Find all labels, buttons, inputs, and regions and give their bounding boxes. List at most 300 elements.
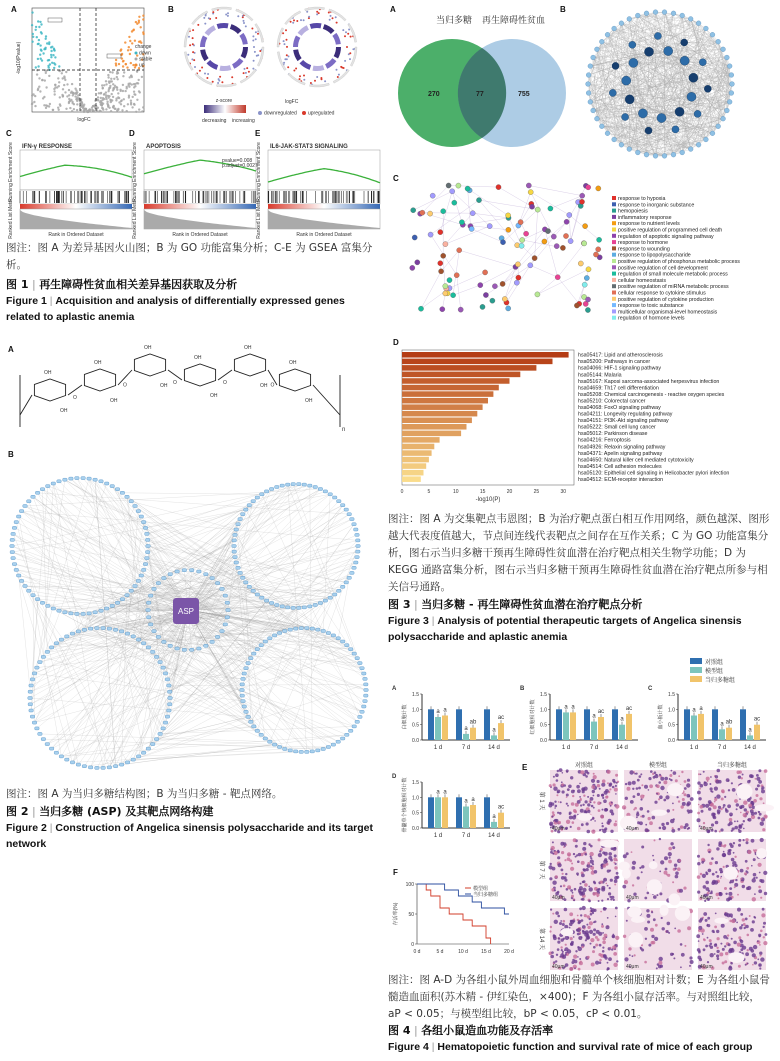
he-cell <box>592 912 594 914</box>
ppi-hub-node <box>689 73 698 82</box>
significance-mark: a <box>492 727 496 734</box>
he-cell <box>574 967 576 969</box>
he-row-label: 第 14 天 <box>538 927 544 951</box>
he-cell <box>675 779 678 782</box>
go-term-node <box>500 281 505 286</box>
he-scale-label: 40μm <box>626 895 639 901</box>
he-cell <box>641 846 644 849</box>
gsea-hits-frame <box>268 190 380 204</box>
he-cell <box>641 865 644 868</box>
volcano-point <box>31 41 33 43</box>
he-cell <box>602 797 604 799</box>
he-cell <box>610 809 614 813</box>
volcano-point <box>48 105 50 107</box>
network-edge <box>84 745 274 767</box>
fig3-ppi-network <box>580 6 740 166</box>
he-cell <box>587 796 589 798</box>
he-cell <box>590 857 592 859</box>
volcano-point <box>58 109 60 111</box>
target-node <box>280 605 284 608</box>
he-cell <box>608 856 612 860</box>
he-cell <box>598 932 602 936</box>
he-cell <box>573 838 577 842</box>
go-term-segment <box>230 24 242 34</box>
target-node <box>136 638 140 641</box>
ppi-node <box>680 13 685 18</box>
he-cell <box>593 881 596 884</box>
survival-y-tick-label: 50 <box>408 912 414 918</box>
target-node <box>242 705 246 708</box>
volcano-point <box>122 75 124 77</box>
target-node <box>326 746 330 749</box>
volcano-point <box>110 78 112 80</box>
target-node <box>147 616 151 619</box>
fig4-bar <box>570 712 576 740</box>
network-edge <box>146 486 310 528</box>
gsea-ylabel-2: Ranked List Metric <box>256 197 262 239</box>
volcano-point <box>75 98 77 100</box>
oxygen-label: O <box>173 380 177 386</box>
target-node <box>255 729 259 732</box>
go-gene-dot <box>345 31 347 33</box>
he-cell <box>760 957 764 961</box>
volcano-point <box>74 95 76 97</box>
he-cell <box>606 925 610 929</box>
go-outer-segment <box>217 83 237 87</box>
he-cell <box>570 937 573 940</box>
he-cell <box>715 861 718 864</box>
go-legend-swatch <box>612 291 616 295</box>
go-term-node <box>584 275 589 280</box>
sugar-ring <box>34 379 65 401</box>
he-cell <box>733 852 735 854</box>
volcano-point <box>134 66 136 68</box>
he-cell <box>759 952 762 955</box>
volcano-point <box>77 94 79 96</box>
target-node <box>246 662 250 665</box>
he-cell <box>606 883 608 885</box>
go-legend-label: response to lipopolysaccharide <box>618 252 691 259</box>
go-gene-dot <box>296 20 298 22</box>
he-cell <box>600 815 604 819</box>
kegg-pathway-label: hsa05120: Epithelial cell signaling in Helicobacter pylori infection <box>578 470 730 477</box>
volcano-point <box>31 102 33 104</box>
he-cell <box>726 937 728 939</box>
he-cell <box>743 801 747 805</box>
volcano-point <box>44 48 46 50</box>
he-cell <box>759 944 761 946</box>
go-legend-label: regulation of hormone levels <box>618 315 685 322</box>
target-node <box>288 749 292 752</box>
go-legend-label: positive regulation of cytokine production <box>618 296 714 303</box>
volcano-point <box>107 95 109 97</box>
fig4-panel-label: C <box>648 686 653 692</box>
he-cell <box>606 861 608 863</box>
he-cell <box>701 861 704 864</box>
he-cell <box>614 854 617 857</box>
go-gene-dot <box>212 11 214 13</box>
he-cell <box>759 879 762 882</box>
he-cell <box>745 918 748 921</box>
he-cell <box>645 938 647 940</box>
fig1-note: 图注：图 A 为差异基因火山图；B 为 GO 功能富集分析；C-E 为 GSEA 富集分析。 <box>6 242 373 271</box>
go-gene-dot <box>255 31 257 33</box>
volcano-point <box>38 39 40 41</box>
he-cell <box>553 776 555 778</box>
ppi-node <box>653 10 658 15</box>
kegg-pathway-label: hsa05417: Lipid and atherosclerosis <box>578 352 663 359</box>
volcano-point <box>138 108 140 110</box>
go-gene-dot <box>227 12 229 14</box>
volcano-point <box>53 67 55 69</box>
he-cell <box>728 892 732 896</box>
he-cell <box>760 930 763 933</box>
he-cell <box>566 794 569 797</box>
he-cell <box>653 895 657 899</box>
he-cell <box>608 852 612 856</box>
he-cell <box>716 847 719 850</box>
target-node <box>146 538 150 541</box>
he-cell <box>747 934 750 937</box>
he-cell <box>579 958 581 960</box>
he-cell <box>759 872 761 874</box>
target-node <box>328 596 332 599</box>
target-node <box>364 694 368 697</box>
fig1-title-cn: 图 1 | 再生障碍性贫血相关差异基因获取及分析 <box>6 278 238 291</box>
target-node <box>313 486 317 489</box>
he-cell <box>582 881 584 883</box>
go-term-node <box>567 212 572 217</box>
he-cell <box>712 873 715 876</box>
volcano-point <box>119 50 121 52</box>
target-node <box>355 556 359 559</box>
he-cell <box>564 859 566 861</box>
fig1-panel-e-label: E <box>255 129 261 138</box>
he-cell <box>590 913 593 916</box>
go-term-node <box>535 207 540 212</box>
volcano-point <box>68 89 70 91</box>
survival-x-tick-label: 15 d <box>481 949 491 955</box>
he-cell <box>593 928 596 931</box>
he-cell <box>607 821 610 824</box>
he-cell <box>570 826 572 828</box>
gsea-ylabel-2: Ranked List Metric <box>8 197 14 239</box>
target-node <box>133 505 137 508</box>
target-node <box>233 533 237 536</box>
fig1-volcano-plot <box>14 8 154 123</box>
target-node <box>232 550 236 553</box>
he-cell <box>752 964 754 966</box>
go-term-segment <box>200 35 207 47</box>
target-node <box>215 582 219 585</box>
fig4-legend-label: 当归多糖组 <box>705 678 736 684</box>
he-fat-space <box>627 906 641 917</box>
he-cell <box>732 788 736 792</box>
go-gene-dot <box>343 67 345 69</box>
he-cell <box>558 821 561 824</box>
he-cell <box>655 924 658 927</box>
survival-line <box>417 884 509 914</box>
he-cell <box>614 862 616 864</box>
significance-mark: a <box>692 707 696 714</box>
kegg-bar <box>402 398 488 404</box>
he-cell <box>734 826 738 830</box>
target-node <box>310 627 314 630</box>
y-tick-label: 1.5 <box>412 780 419 786</box>
he-cell <box>663 780 667 784</box>
he-cell <box>698 797 701 800</box>
go-term-node <box>586 185 591 190</box>
target-node <box>142 568 146 571</box>
go-legend-label: cellular homeostasis <box>618 277 666 284</box>
he-cell <box>569 813 571 815</box>
kegg-pathway-label: hsa04151: PI3K-Akt signaling pathway <box>578 418 669 425</box>
volcano-point <box>53 49 55 51</box>
target-node <box>54 642 58 645</box>
go-term-node <box>483 270 488 275</box>
target-node <box>30 678 34 681</box>
hydroxyl-label: OH <box>94 360 102 366</box>
he-cell <box>758 963 762 967</box>
go-term-node <box>529 204 534 209</box>
fig4-panel-e-label: E <box>522 763 528 772</box>
he-cell <box>670 842 673 845</box>
he-cell <box>648 789 650 791</box>
he-cell <box>675 875 679 879</box>
target-node <box>291 606 295 609</box>
gsea-ylabel-2: Ranked List Metric <box>132 197 138 239</box>
volcano-point <box>101 84 103 86</box>
he-cell <box>636 816 638 818</box>
kegg-pathway-label: hsa04514: Cell adhesion molecules <box>578 463 662 470</box>
volcano-point <box>50 50 52 52</box>
target-node <box>125 594 129 597</box>
he-cell <box>552 814 555 817</box>
ppi-node <box>730 82 735 87</box>
fig4-bar <box>563 712 569 740</box>
he-cell <box>554 801 556 803</box>
network-edge <box>177 649 338 742</box>
he-cell <box>729 966 732 969</box>
gsea-hits-frame <box>144 190 256 204</box>
volcano-point <box>92 105 94 107</box>
go-gene-dot <box>299 75 301 77</box>
he-cell <box>595 961 599 965</box>
target-node <box>146 551 150 554</box>
fig4-bar <box>456 797 462 828</box>
go-term-node <box>450 189 455 194</box>
go-term-node <box>506 227 511 232</box>
he-cell <box>660 786 664 790</box>
he-cell <box>709 862 712 865</box>
he-cell <box>582 898 585 901</box>
he-cell <box>713 805 717 809</box>
volcano-point <box>101 102 103 104</box>
he-cell <box>653 918 656 921</box>
he-cell <box>697 818 701 822</box>
he-cell <box>607 782 609 784</box>
go-term-segment <box>325 58 336 69</box>
he-cell <box>576 872 579 875</box>
he-cell <box>598 888 601 891</box>
volcano-point <box>37 65 39 67</box>
target-node <box>220 630 224 633</box>
he-cell <box>578 968 581 971</box>
target-node <box>136 755 140 758</box>
kegg-bar <box>402 359 553 365</box>
he-cell <box>680 966 682 968</box>
he-cell <box>609 896 611 898</box>
he-cell <box>668 852 672 856</box>
ppi-node <box>727 100 732 105</box>
hydroxyl-label: OH <box>194 355 202 361</box>
target-node <box>70 761 74 764</box>
kegg-pathway-label: hsa05200: Pathways in cancer <box>578 359 651 366</box>
target-node <box>223 623 227 626</box>
he-cell <box>599 961 602 964</box>
go-legend-label: positive regulation of phosphorus metabolic process <box>618 259 740 265</box>
target-node <box>40 601 44 604</box>
y-tick-label: 1.5 <box>412 692 419 698</box>
go-net-edge <box>558 277 580 304</box>
kegg-tick-label: 30 <box>560 489 567 495</box>
he-cell <box>681 771 683 773</box>
he-cell <box>591 779 595 783</box>
he-cell <box>577 800 581 804</box>
target-node <box>197 570 201 573</box>
he-fat-space <box>756 848 767 859</box>
he-cell <box>582 804 584 806</box>
he-cell <box>559 768 563 772</box>
target-node <box>168 703 172 706</box>
he-cell <box>598 900 600 902</box>
he-cell <box>761 789 765 793</box>
he-cell <box>714 953 716 955</box>
target-node <box>125 632 129 635</box>
target-node <box>210 640 214 643</box>
he-fat-space <box>669 893 681 905</box>
ppi-edge <box>638 16 723 119</box>
he-cell <box>663 799 666 802</box>
volcano-point <box>134 85 136 87</box>
he-cell <box>679 889 683 893</box>
he-cell <box>667 809 670 812</box>
volcano-point <box>65 71 67 73</box>
he-cell <box>580 809 584 813</box>
volcano-point <box>111 93 113 95</box>
target-node <box>244 710 248 713</box>
fig1-panel-b-label: B <box>168 5 174 14</box>
he-cell <box>572 815 576 819</box>
he-cell <box>562 790 565 793</box>
he-cell <box>722 962 725 965</box>
go-gene-dot <box>252 40 254 42</box>
target-node <box>161 727 165 730</box>
he-cell <box>752 897 756 901</box>
fig4-panel-label: D <box>392 774 397 780</box>
go-legend-swatch <box>612 240 616 244</box>
volcano-point <box>109 80 111 82</box>
he-cell <box>740 940 743 943</box>
fig4-he-images <box>530 760 772 978</box>
go-term-node <box>585 307 590 312</box>
volcano-point <box>133 91 135 93</box>
go-term-segment <box>239 33 247 45</box>
he-cell <box>555 773 559 777</box>
volcano-point <box>115 99 117 101</box>
go-gene-dot <box>350 36 352 38</box>
volcano-point <box>72 94 74 96</box>
fig4-bar <box>491 735 497 740</box>
go-legend-swatch <box>612 316 616 320</box>
go-term-node <box>520 237 525 242</box>
x-category-label: 14 d <box>744 745 756 751</box>
go-gene-dot <box>293 70 295 72</box>
target-node <box>355 657 359 660</box>
target-node <box>133 585 137 588</box>
he-cell <box>585 800 588 803</box>
he-cell <box>562 873 564 875</box>
ppi-node <box>635 13 640 18</box>
go-outer-segment <box>277 28 284 47</box>
target-node <box>337 589 341 592</box>
ppi-node <box>586 82 591 87</box>
he-cell <box>726 898 730 902</box>
target-node <box>240 683 244 686</box>
sugar-ring <box>184 364 215 386</box>
he-cell <box>711 791 713 793</box>
fig2-title-en: Figure 2 | Construction of Angelica sinensis polysaccharide and its target network <box>6 822 374 850</box>
target-node <box>355 720 359 723</box>
he-cell <box>560 946 562 948</box>
go-legend-swatch <box>612 246 616 250</box>
target-node <box>57 480 61 483</box>
ppi-node <box>671 11 676 16</box>
kegg-bar <box>402 463 426 469</box>
he-cell <box>605 789 609 793</box>
go-gene-dot <box>347 33 349 35</box>
target-node <box>352 725 356 728</box>
he-cell <box>609 784 612 787</box>
he-cell <box>654 774 658 778</box>
volcano-point <box>39 44 41 46</box>
volcano-point <box>44 79 46 81</box>
he-cell <box>640 798 642 800</box>
go-net-edge <box>422 186 448 213</box>
target-node <box>264 490 268 493</box>
target-node <box>318 602 322 605</box>
he-cell <box>603 799 607 803</box>
target-node <box>336 637 340 640</box>
he-cell <box>586 822 589 825</box>
fig4-bar-panel-d <box>392 774 510 839</box>
he-fat-space <box>561 928 574 936</box>
go-term-segment <box>232 58 243 69</box>
volcano-point <box>40 49 42 51</box>
he-cell <box>559 922 562 925</box>
he-cell <box>716 947 718 949</box>
target-node <box>81 477 85 480</box>
y-tick-label: 0.0 <box>540 738 547 744</box>
go-legend-label: response to wounding <box>618 246 670 253</box>
he-cell <box>714 880 718 884</box>
he-cell <box>763 936 765 938</box>
kegg-pathway-label: hsa05210: Colorectal cancer <box>578 398 646 405</box>
target-node <box>246 715 250 718</box>
volcano-point <box>142 18 144 20</box>
kegg-bar <box>402 378 510 384</box>
he-cell <box>644 961 647 964</box>
